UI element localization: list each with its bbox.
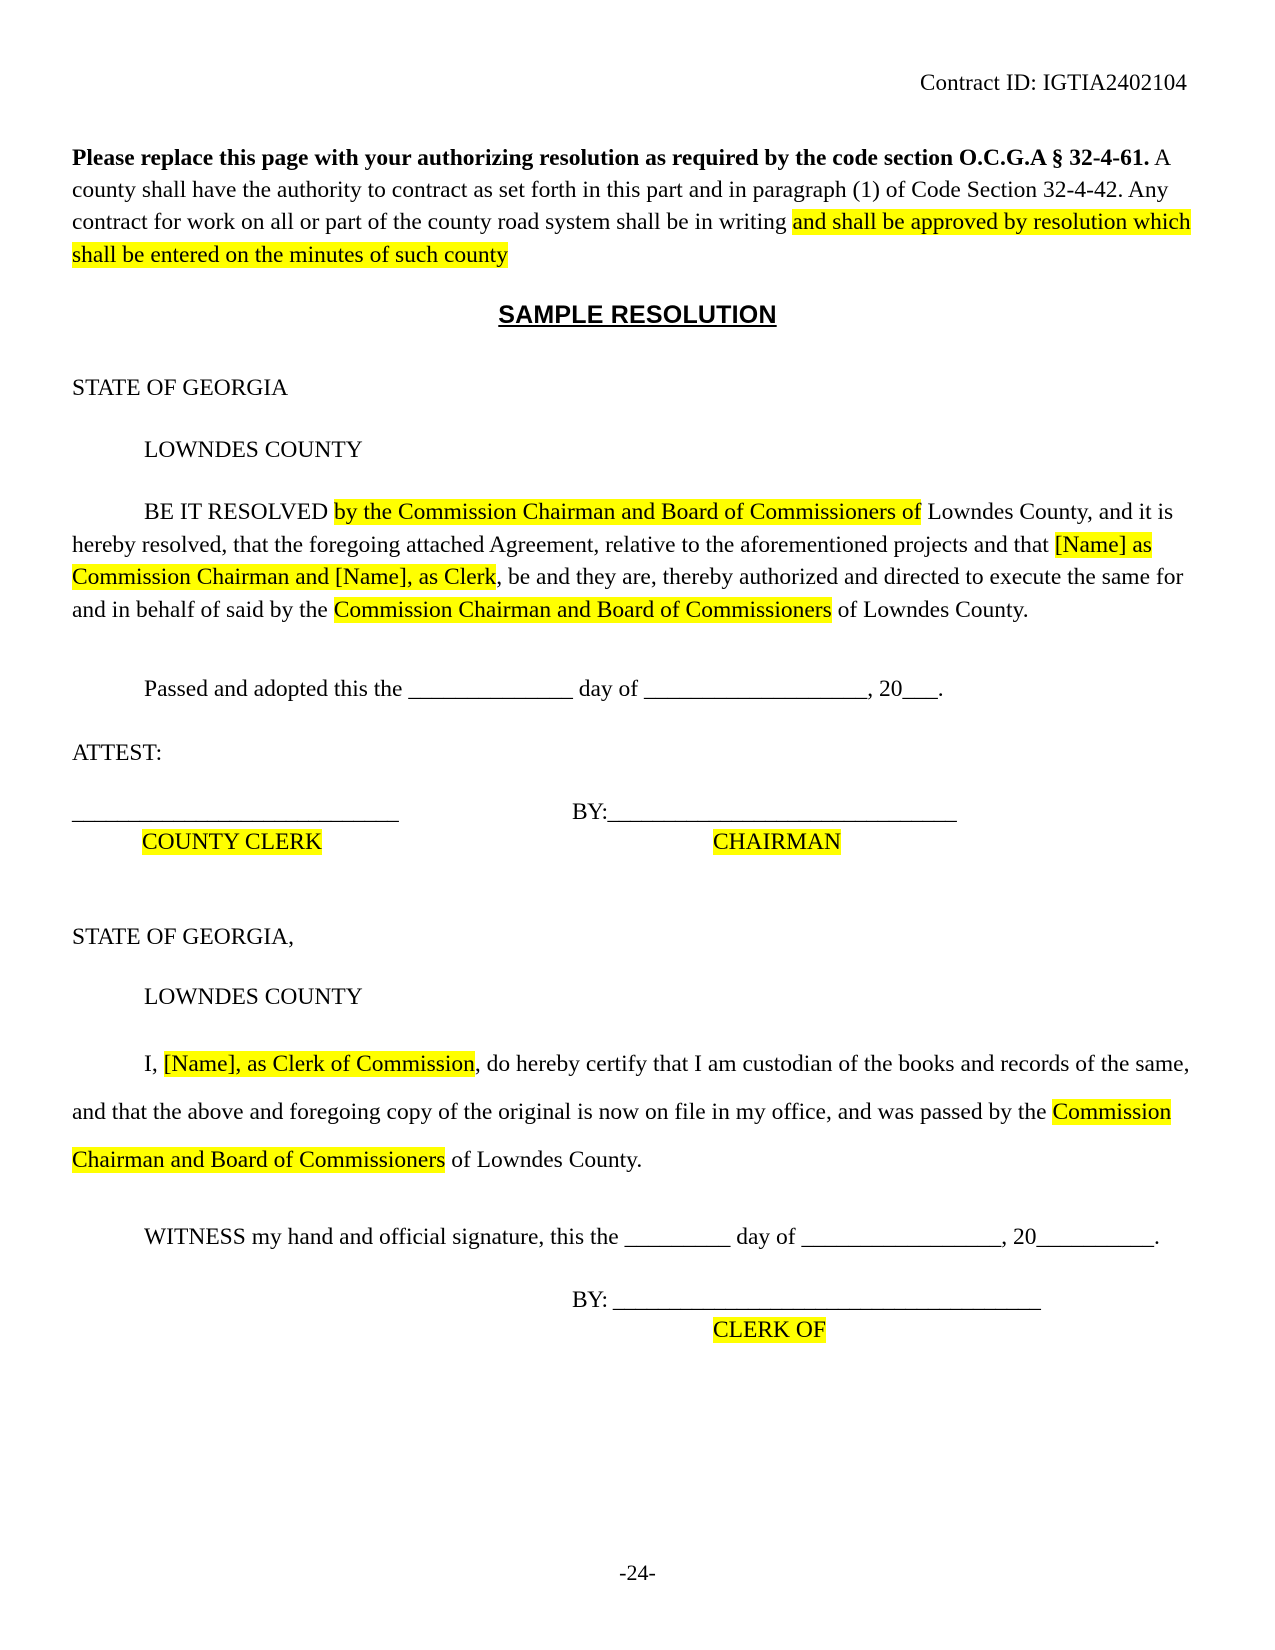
highlight-commission-board-1: by the Commission Chairman and Board of Commissioners of <box>333 499 922 526</box>
highlight-commission-board-3: Commission Chairman and Board of Commissioners <box>72 1098 1172 1173</box>
resolution-text-3: of Lowndes County. <box>831 597 1029 624</box>
chairman-label: CHAIRMAN <box>713 829 841 856</box>
page-title <box>72 301 1203 330</box>
signature-block-bottom <box>72 1287 1203 1347</box>
resolution-state-line: STATE OF GEORGIA <box>72 374 289 401</box>
contract-id: Contract ID: IGTIA2402104 <box>920 70 1187 95</box>
county-clerk-label: COUNTY CLERK <box>142 829 322 856</box>
passed-adopted-line: Passed and adopted this the ______________ day of ___________________, 20___. <box>144 675 944 702</box>
resolution-body <box>72 496 1203 627</box>
certification-lead: I, <box>144 1050 164 1077</box>
signature-block-top <box>72 799 1203 863</box>
resolution-county-line: LOWNDES COUNTY <box>144 436 363 463</box>
witness-line: WITNESS my hand and official signature, this the _________ day of _________________, 20__________. <box>144 1224 1160 1251</box>
certification-body <box>72 1040 1203 1185</box>
intro-paragraph <box>72 142 1203 271</box>
highlight-commission-board-2: Commission Chairman and Board of Commissioners <box>333 597 832 624</box>
clerk-signature-line: _____________________________ <box>72 799 399 826</box>
highlight-clerk-name: [Name], as Clerk of Commission <box>163 1050 475 1077</box>
page-footer: -24- <box>619 1560 656 1585</box>
intro-body-text: A county shall have the authority to contract as set forth in this part and in paragraph (1) of Code Section 32-4-42. Any contract for work on all or part of the county road system shall be in writing <box>72 145 1170 236</box>
resolution-text-2: , be and they are, thereby authorized and directed to execute the same for and in behalf of said by the <box>72 564 1184 624</box>
resolution-text-1: Lowndes County, and it is hereby resolved, that the foregoing attached Agreement, relative to the aforementioned projects and that <box>72 499 1174 558</box>
intro-bold-lead: Please replace this page with your authorizing resolution as required by the code section O.C.G.A § 32-4-61. <box>72 145 1150 171</box>
certification-county-line: LOWNDES COUNTY <box>144 984 363 1011</box>
intro-highlight: and shall be approved by resolution which shall be entered on the minutes of such county <box>72 209 1191 268</box>
certification-state-line: STATE OF GEORGIA, <box>72 924 295 951</box>
clerk-of-label: CLERK OF <box>713 1317 826 1344</box>
clerk-of-signature-line: BY: ______________________________________ <box>572 1287 1041 1314</box>
chairman-signature-line: BY:_______________________________ <box>572 799 957 826</box>
highlight-names: [Name] as Commission Chairman and [Name], as Clerk <box>72 531 1152 591</box>
certification-middle-text: , do hereby certify that I am custodian of the books and records of the same, and that the above and foregoing copy of the original is now on file in my office, and was passed by the <box>72 1050 1190 1125</box>
attest-label: ATTEST: <box>72 739 163 766</box>
certification-end-text: of Lowndes County. <box>445 1146 643 1173</box>
sample-resolution-title-text: SAMPLE RESOLUTION <box>498 300 777 329</box>
be-it-resolved-lead: BE IT RESOLVED <box>144 499 334 526</box>
